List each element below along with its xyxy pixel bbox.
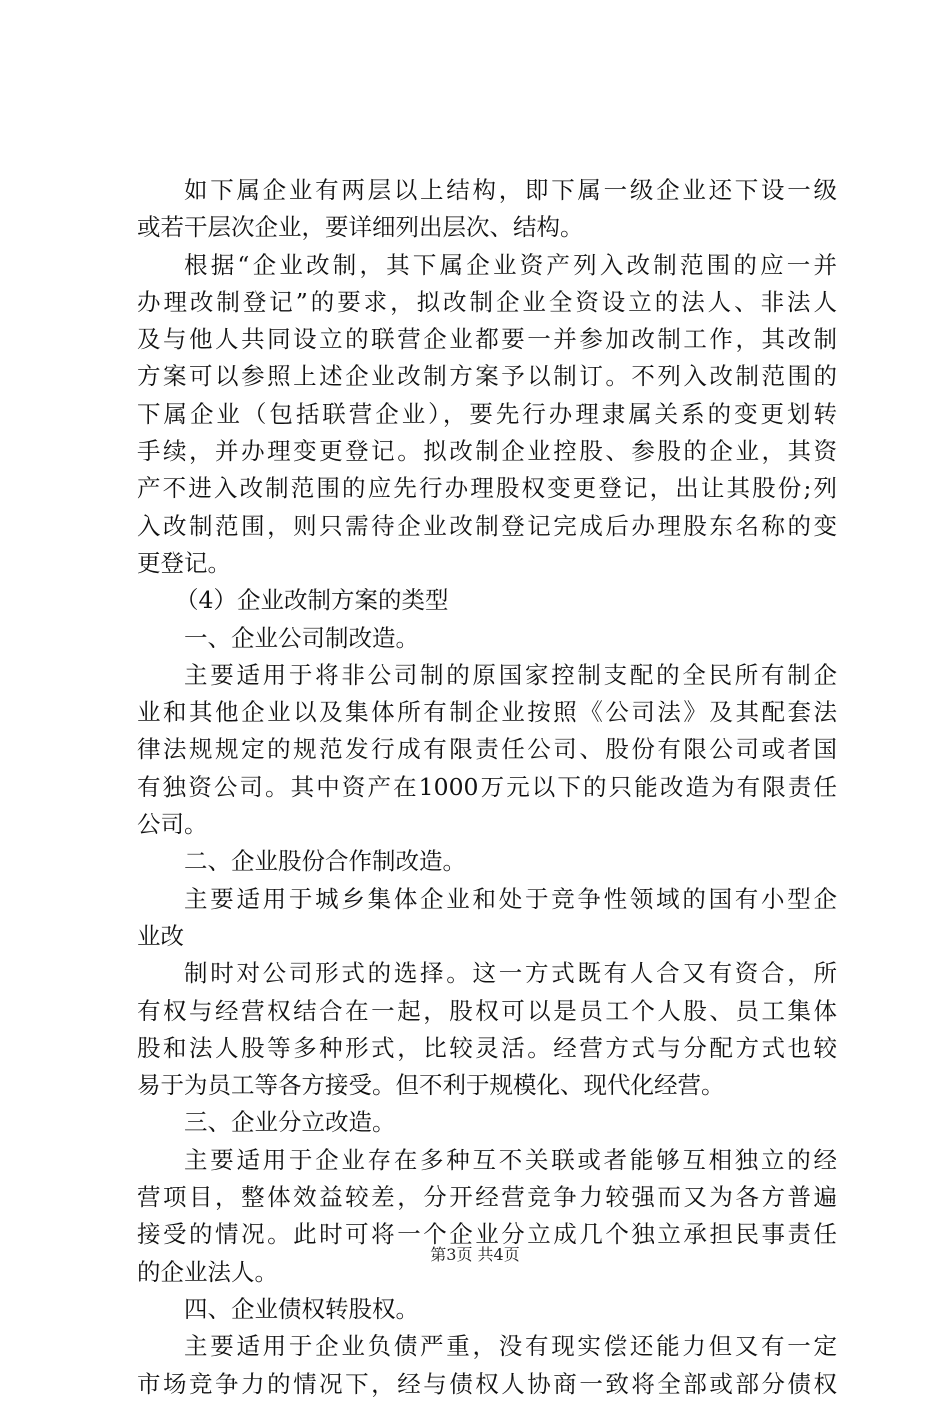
document-body [137, 172, 837, 1403]
paragraph-line: 公司。 [137, 810, 208, 839]
paragraph-line: 产不进入改制范围的应先行办理股权变更登记，出让其股份;列 [137, 474, 837, 503]
paragraph-line: 下属企业（包括联营企业），要先行办理隶属关系的变更划转 [137, 399, 837, 428]
paragraph-line: 律法规规定的规范发行成有限责任公司、股份有限公司或者国 [137, 735, 837, 764]
paragraph-line: 主要适用于城乡集体企业和处于竞争性领域的国有小型企 [184, 884, 837, 913]
paragraph-line: 业改 [137, 921, 184, 950]
paragraph-line: 入改制范围，则只需待企业改制登记完成后办理股东名称的变 [137, 511, 837, 540]
paragraph-line: 或若干层次企业，要详细列出层次、结构。 [137, 213, 584, 242]
subsection-heading: 一、企业公司制改造。 [184, 623, 419, 652]
subsection-heading: 四、企业债权转股权。 [184, 1294, 419, 1323]
paragraph-line: 手续，并办理变更登记。拟改制企业控股、参股的企业，其资 [137, 437, 837, 466]
subsection-heading: 三、企业分立改造。 [184, 1108, 396, 1137]
page-footer: 第3页 共4页 [430, 1245, 520, 1264]
paragraph-line: 营项目，整体效益较差，分开经营竞争力较强而又为各方普遍 [137, 1183, 837, 1212]
paragraph-line: 主要适用于将非公司制的原国家控制支配的全民所有制企 [184, 660, 837, 689]
paragraph-line: 市场竞争力的情况下，经与债权人协商一致将全部或部分债权 [137, 1369, 837, 1398]
paragraph-line: 主要适用于企业负债严重，没有现实偿还能力但又有一定 [184, 1332, 837, 1361]
paragraph-line: 根据“企业改制，其下属企业资产列入改制范围的应一并 [184, 250, 837, 279]
paragraph-line: 有权与经营权结合在一起，股权可以是员工个人股、员工集体 [137, 996, 837, 1025]
section-heading: （4）企业改制方案的类型 [175, 586, 449, 615]
paragraph-line: 办理改制登记”的要求，拟改制企业全资设立的法人、非法人 [137, 287, 837, 316]
paragraph-line: 如下属企业有两层以上结构，即下属一级企业还下设一级 [184, 176, 837, 204]
paragraph-line: 股和法人股等多种形式，比较灵活。经营方式与分配方式也较 [137, 1033, 837, 1062]
paragraph-line: 主要适用于企业存在多种互不关联或者能够互相独立的经 [184, 1145, 837, 1174]
paragraph-line: 更登记。 [137, 548, 231, 577]
paragraph-line: 制时对公司形式的选择。这一方式既有人合又有资合，所 [184, 959, 837, 988]
paragraph-line: 有独资公司。其中资产在1000万元以下的只能改造为有限责任 [137, 772, 837, 801]
paragraph-line: 方案可以参照上述企业改制方案予以制订。不列入改制范围的 [137, 362, 837, 391]
paragraph-line: 及与他人共同设立的联营企业都要一并参加改制工作，其改制 [137, 325, 837, 354]
paragraph-line: 接受的情况。此时可将一个企业分立成几个独立承担民事责任 [137, 1220, 837, 1249]
paragraph-line: 业和其他企业以及集体所有制企业按照《公司法》及其配套法 [137, 698, 837, 727]
subsection-heading: 二、企业股份合作制改造。 [184, 847, 466, 876]
paragraph-line: 易于为员工等各方接受。但不利于规模化、现代化经营。 [137, 1071, 725, 1100]
paragraph-line: 的企业法人。 [137, 1257, 278, 1286]
